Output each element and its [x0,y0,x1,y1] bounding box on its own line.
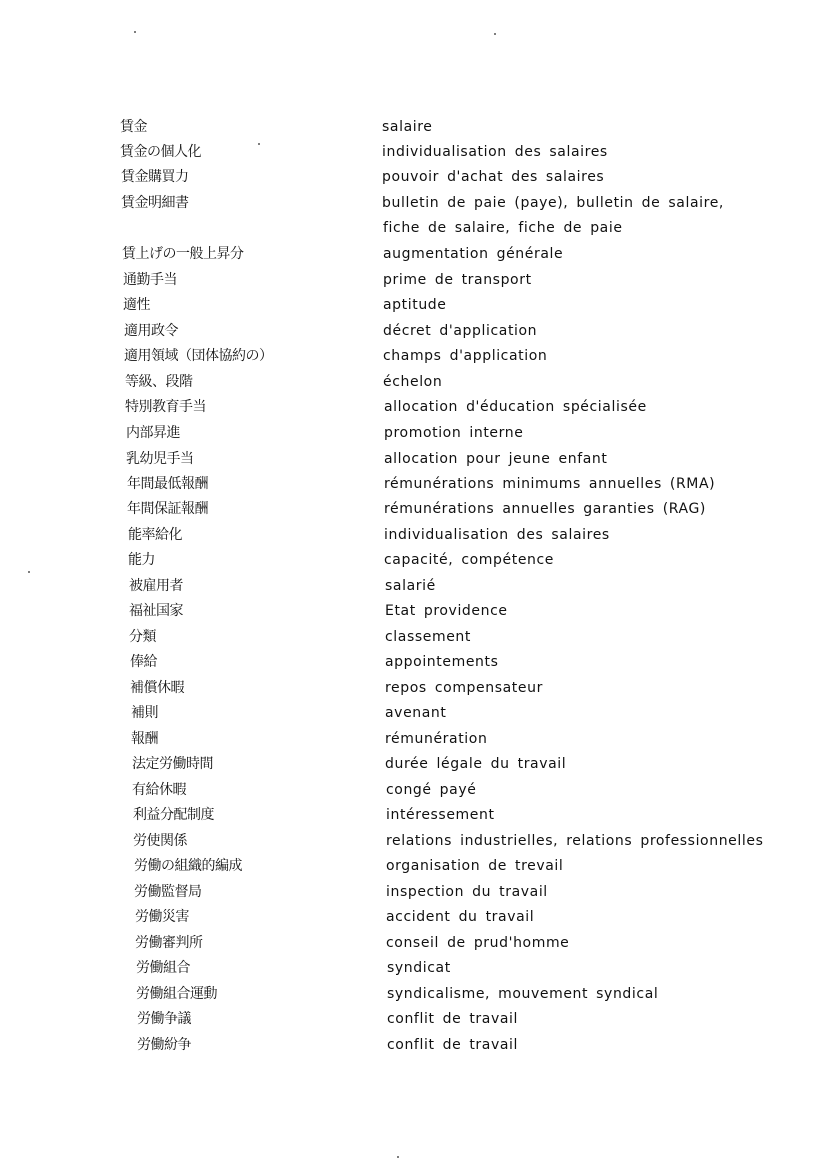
japanese-term: 分類 [129,629,156,645]
french-term: relations industrielles, relations professionnelles [386,833,764,849]
japanese-term: 労使関係 [133,833,187,849]
glossary-row [0,472,827,496]
french-term: salaire [382,119,433,135]
french-term: syndicat [387,960,451,976]
french-term: promotion interne [384,425,524,441]
french-term: champs d'application [383,348,548,364]
japanese-term: 年間最低報酬 [127,476,208,492]
french-term: rémunérations annuelles garanties (RAG) [384,501,706,517]
japanese-term: 労働の組織的編成 [134,858,242,874]
japanese-term: 年間保証報酬 [127,501,208,517]
french-term: appointements [385,654,499,670]
french-term: rémunération [385,731,488,747]
japanese-term: 有給休暇 [132,782,186,798]
glossary-row [0,1007,827,1031]
glossary-row [0,599,827,623]
french-term: conflit de travail [387,1037,519,1053]
japanese-term: 賃上げの一般上昇分 [122,246,244,262]
french-term: conseil de prud'homme [386,935,570,951]
french-term: congé payé [386,782,477,798]
glossary-row [0,574,827,598]
japanese-term: 労働組合運動 [136,986,217,1002]
japanese-term: 労働災害 [135,909,189,925]
japanese-term: 適用政令 [124,323,178,339]
japanese-term: 被雇用者 [129,578,183,594]
glossary-row [0,268,827,292]
scan-speck [134,31,136,33]
glossary-row [0,701,827,725]
japanese-term: 賃金 [120,119,147,135]
french-term: augmentation générale [383,246,564,262]
french-term: Etat providence [385,603,508,619]
french-term: avenant [385,705,447,721]
french-term: allocation d'éducation spécialisée [384,399,647,415]
japanese-term: 適用領域（団体協約の） [124,348,273,364]
french-term: capacité, compétence [384,552,555,568]
japanese-term: 労働争議 [137,1011,191,1027]
glossary-row [0,803,827,827]
glossary-row [0,727,827,751]
glossary-row [0,523,827,547]
french-term: intéressement [386,807,495,823]
glossary-row [0,165,827,189]
japanese-term: 労働審判所 [135,935,203,951]
glossary-row [0,650,827,674]
glossary-row [0,319,827,343]
french-term: salarié [385,578,436,594]
french-term: prime de transport [383,272,532,288]
japanese-term: 法定労働時間 [132,756,213,772]
french-term: allocation pour jeune enfant [384,451,608,467]
glossary-row [0,854,827,878]
french-term: accident du travail [386,909,535,925]
french-term: fiche de salaire, fiche de paie [383,220,623,236]
japanese-term: 報酬 [131,731,158,747]
glossary-row [0,140,827,164]
scan-speck [397,1156,399,1158]
japanese-term: 能率給化 [128,527,182,543]
japanese-term: 賃金の個人化 [120,144,201,160]
french-term: durée légale du travail [385,756,567,772]
french-term: organisation de trevail [386,858,564,874]
glossary-row [0,548,827,572]
japanese-term: 通勤手当 [123,272,177,288]
glossary-row [0,421,827,445]
glossary-row [0,216,827,240]
glossary-row [0,956,827,980]
scan-speck [494,33,496,35]
japanese-term: 内部昇進 [126,425,180,441]
glossary-row [0,905,827,929]
french-term: conflit de travail [387,1011,519,1027]
japanese-term: 賃金購買力 [121,169,189,185]
glossary-row [0,778,827,802]
french-term: syndicalisme, mouvement syndical [387,986,659,1002]
glossary-row [0,344,827,368]
japanese-term: 補則 [131,705,158,721]
glossary-row [0,242,827,266]
japanese-term: 労働紛争 [137,1037,191,1053]
japanese-term: 俸給 [130,654,157,670]
french-term: inspection du travail [386,884,548,900]
japanese-term: 労働組合 [136,960,190,976]
glossary-row [0,625,827,649]
glossary-row [0,829,827,853]
glossary-row [0,931,827,955]
french-term: classement [385,629,471,645]
japanese-term: 特別教育手当 [125,399,206,415]
french-term: bulletin de paie (paye), bulletin de salaire, [382,195,724,211]
glossary-row [0,676,827,700]
french-term: pouvoir d'achat des salaires [382,169,605,185]
glossary-row [0,447,827,471]
french-term: décret d'application [383,323,538,339]
french-term: rémunérations minimums annuelles (RMA) [384,476,716,492]
japanese-term: 労働監督局 [134,884,202,900]
glossary-row [0,752,827,776]
glossary-row [0,115,827,139]
glossary-row [0,293,827,317]
french-term: échelon [383,374,443,390]
glossary-row [0,982,827,1006]
japanese-term: 利益分配制度 [133,807,214,823]
japanese-term: 補償休暇 [130,680,184,696]
japanese-term: 等級、段階 [125,374,193,390]
japanese-term: 適性 [123,297,150,313]
french-term: repos compensateur [385,680,543,696]
glossary-row [0,497,827,521]
japanese-term: 能力 [128,552,155,568]
glossary-row [0,191,827,215]
glossary-row [0,395,827,419]
french-term: individualisation des salaires [384,527,610,543]
japanese-term: 賃金明細書 [121,195,189,211]
japanese-term: 乳幼児手当 [126,451,194,467]
glossary-row [0,370,827,394]
japanese-term: 福祉国家 [129,603,183,619]
french-term: aptitude [383,297,447,313]
french-term: individualisation des salaires [382,144,608,160]
glossary-row [0,880,827,904]
glossary-row [0,1033,827,1057]
